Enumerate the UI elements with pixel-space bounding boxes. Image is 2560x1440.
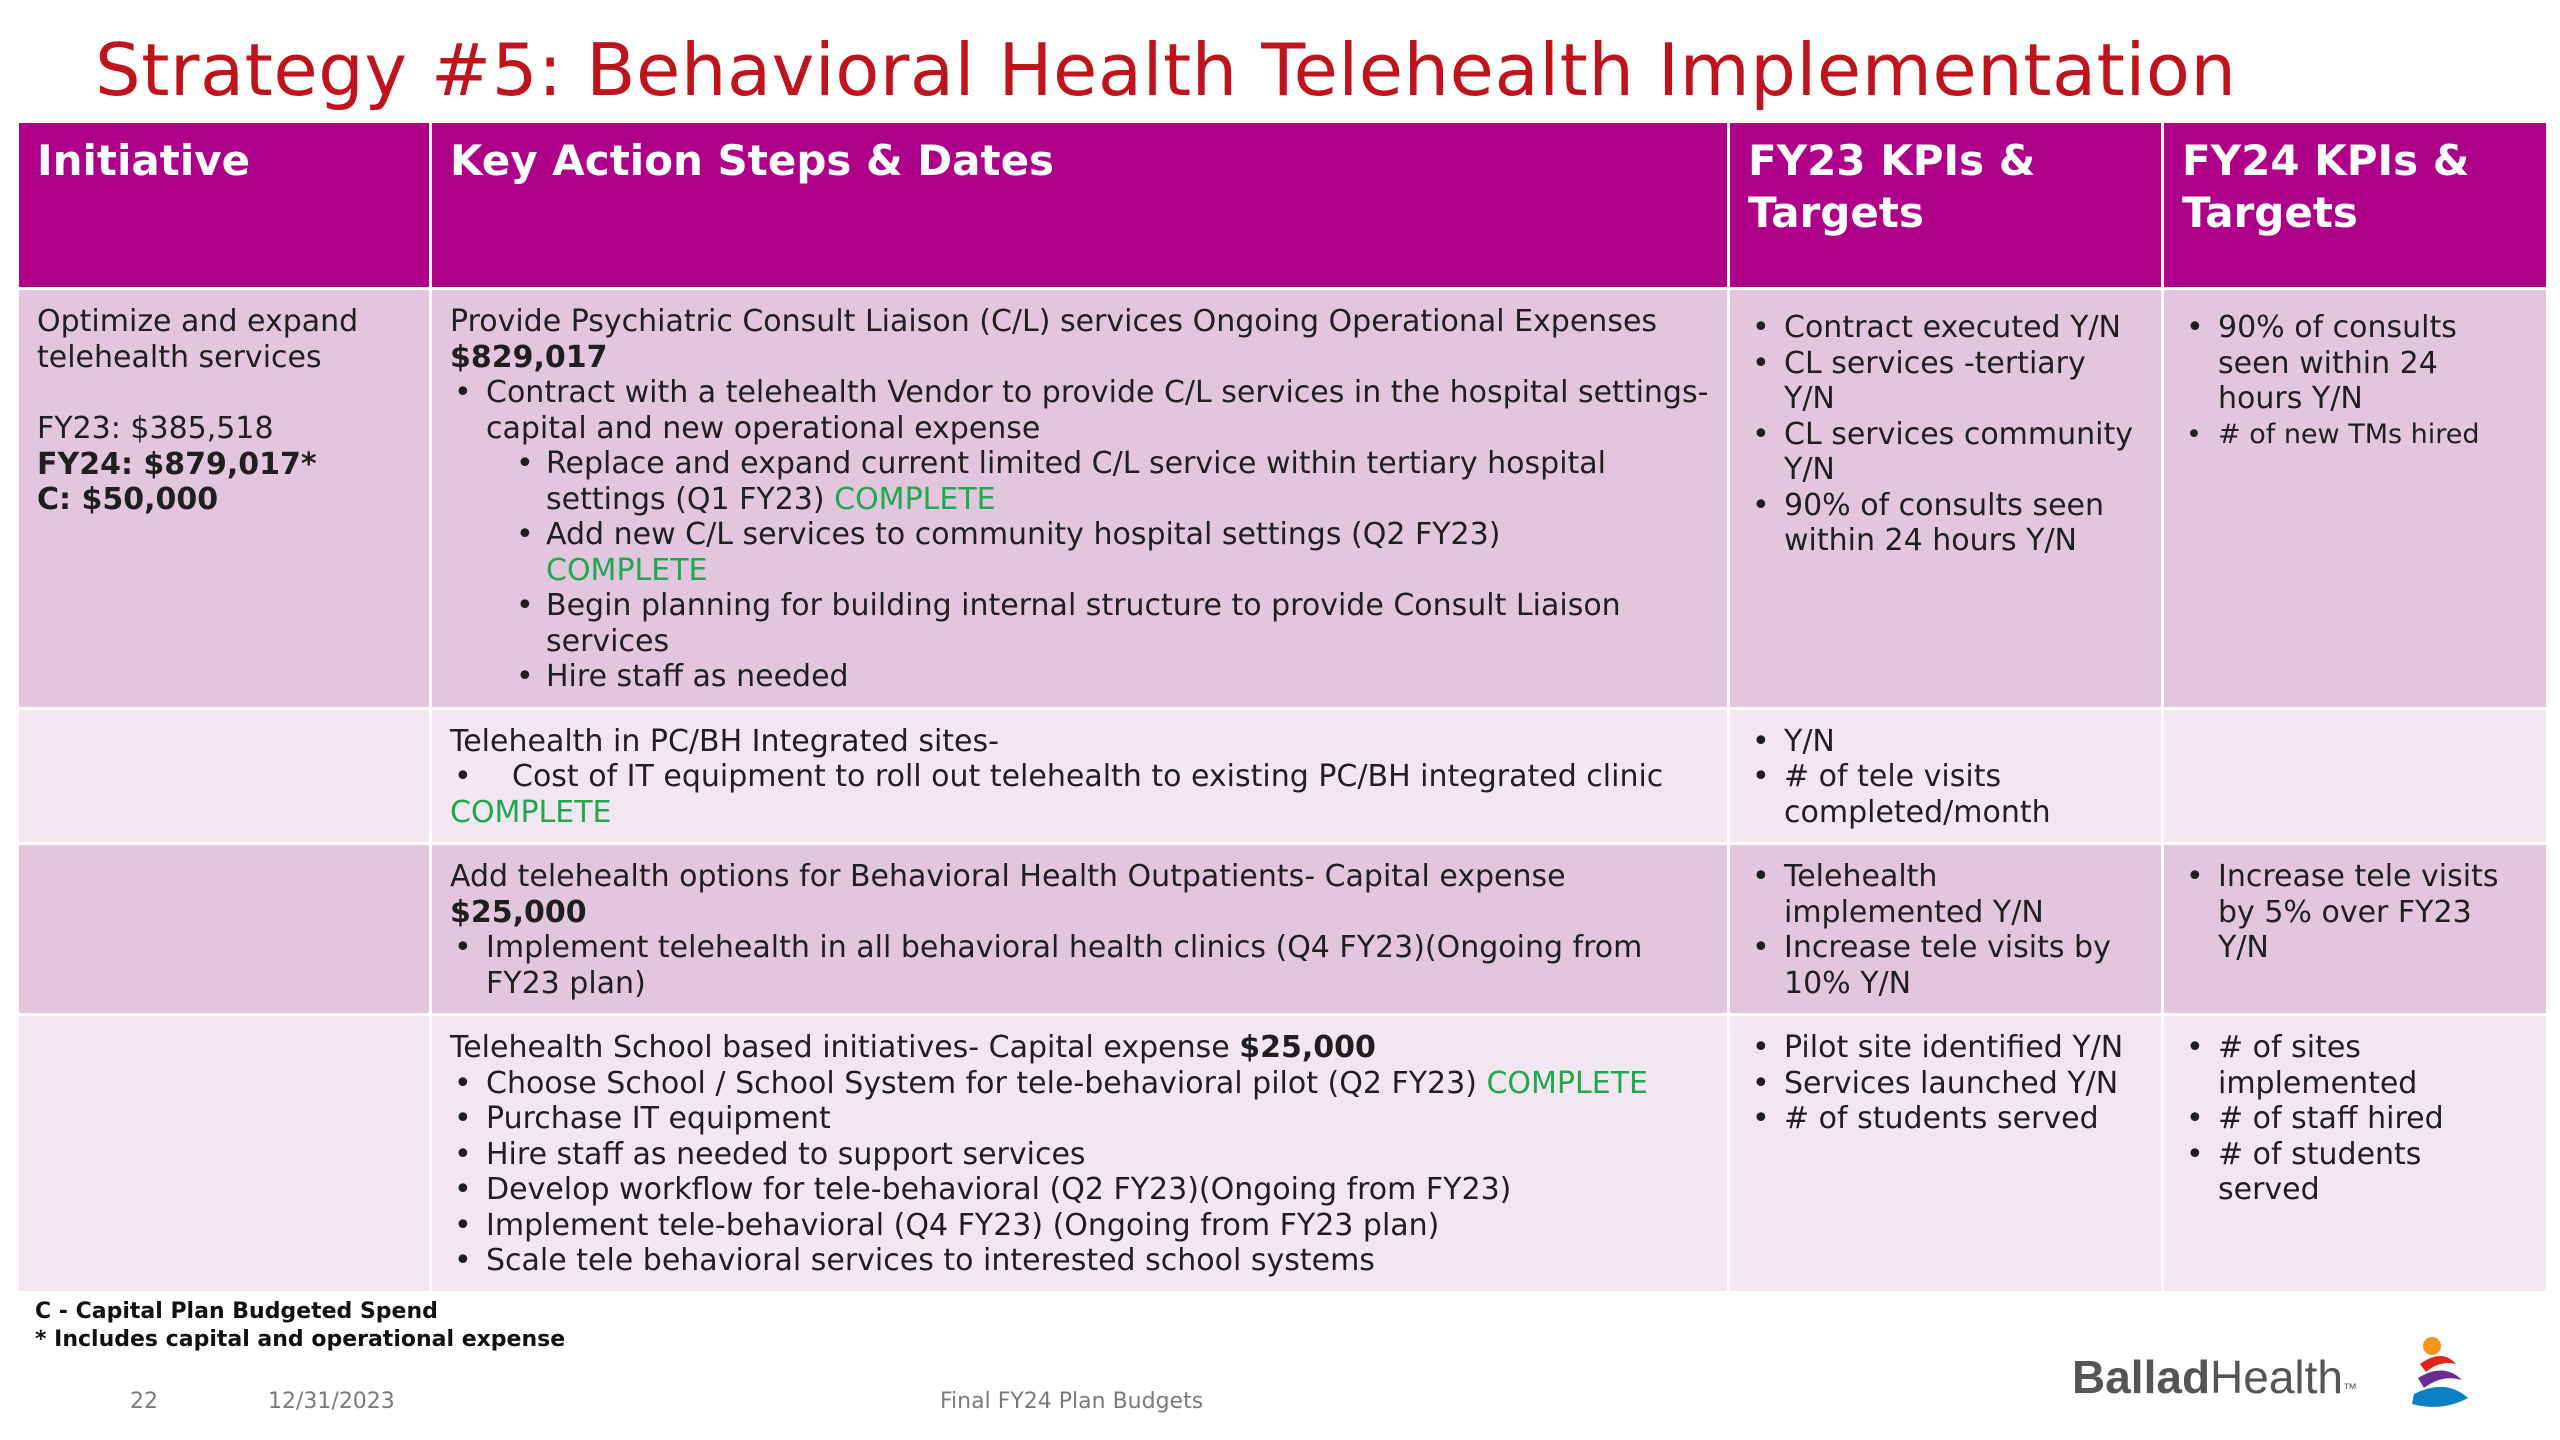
action-bullet: • Implement tele-behavioral (Q4 FY23) (Ongoing from FY23 plan) — [450, 1208, 1711, 1244]
kpi-item: • 90% of consults seen within 24 hours Y/N — [2182, 310, 2530, 417]
kpi-item: • Pilot site identified Y/N — [1748, 1030, 2145, 1066]
page-number: 22 — [130, 1389, 158, 1414]
action-heading: Telehealth in PC/BH Integrated sites- — [450, 723, 999, 759]
fy23-kpi-cell — [1729, 289, 2163, 709]
action-bullet-text: Implement telehealth in all behavioral health clinics (Q4 FY23)(Ongoing from FY23 plan) — [486, 930, 1643, 1001]
table-row — [18, 289, 2548, 709]
status-complete: COMPLETE — [546, 552, 708, 588]
fy24-kpi-cell — [2163, 1015, 2548, 1293]
actions-cell — [431, 1015, 1729, 1293]
fy23-kpi-cell — [1729, 844, 2163, 1015]
action-sub-bullet — [512, 446, 1711, 517]
action-sub-bullet — [512, 517, 1711, 588]
kpi-item: • Increase tele visits by 10% Y/N — [1748, 930, 2145, 1001]
action-bullet-text: Cost of IT equipment to roll out telehealth to existing PC/BH integrated clinic — [512, 759, 1664, 794]
kpi-item: • Telehealth implemented Y/N — [1748, 859, 2145, 930]
initiative-cell — [18, 1015, 431, 1293]
kpi-item: • # of staff hired — [2182, 1101, 2530, 1137]
action-amount: $25,000 — [1239, 1030, 1376, 1065]
table-row — [18, 1015, 2548, 1293]
header-fy24 — [2163, 122, 2548, 289]
header-actions: Key Action Steps & Dates — [431, 122, 1729, 289]
header-fy23-line1: FY23 KPIs & — [1748, 136, 2036, 185]
header-fy23 — [1729, 122, 2163, 289]
kpi-item: • CL services -tertiary Y/N — [1748, 346, 2145, 417]
kpi-item: • # of students served — [1748, 1101, 2145, 1137]
header-fy24-line1: FY24 KPIs & — [2182, 136, 2470, 185]
action-bullet-text: Contract with a telehealth Vendor to provide C/L services in the hospital settings- capital and new operational expense — [486, 375, 1709, 446]
footer-document-title: Final FY24 Plan Budgets — [940, 1389, 1204, 1414]
strategy-table — [16, 120, 2549, 1294]
kpi-item: • Services launched Y/N — [1748, 1066, 2145, 1102]
initiative-line2: telehealth services — [37, 339, 322, 375]
actions-cell — [431, 708, 1729, 844]
header-initiative: Initiative — [18, 122, 431, 289]
page-title: Strategy #5: Behavioral Health Telehealth Implementation — [95, 28, 2237, 112]
action-bullet — [450, 375, 1711, 446]
status-complete: COMPLETE — [450, 794, 612, 830]
logo-mark-icon — [2390, 1334, 2470, 1414]
action-bullet — [450, 1066, 1711, 1102]
fy24-kpi-cell — [2163, 708, 2548, 844]
kpi-item: • # of sites implemented — [2182, 1030, 2530, 1101]
action-bullet: • Purchase IT equipment — [450, 1101, 1711, 1137]
action-amount: $829,017 — [450, 339, 608, 375]
action-heading-text: Telehealth School based initiatives- Capital expense — [450, 1030, 1230, 1065]
action-heading: Provide Psychiatric Consult Liaison (C/L) services Ongoing Operational Expenses — [450, 304, 1658, 339]
action-bullet: • Develop workflow for tele-behavioral (Q2 FY23)(Ongoing from FY23) — [450, 1172, 1711, 1208]
action-sub-bullet — [512, 588, 1711, 659]
initiative-cell — [18, 844, 431, 1015]
logo-tm: ™ — [2343, 1380, 2358, 1396]
fy24-kpi-cell — [2163, 289, 2548, 709]
kpi-item: • # of students served — [2182, 1137, 2530, 1208]
action-sub-text: Hire staff as needed — [546, 659, 849, 694]
initiative-capital-budget: C: $50,000 — [37, 482, 219, 517]
footnote-asterisk: * Includes capital and operational expense — [35, 1327, 566, 1352]
action-bullet: • Scale tele behavioral services to interested school systems — [450, 1243, 1711, 1279]
logo-text-regular: Health — [2210, 1351, 2344, 1403]
table-row — [18, 844, 2548, 1015]
footnotes — [35, 1298, 565, 1354]
fy24-kpi-cell — [2163, 844, 2548, 1015]
action-sub-text: Replace and expand current limited C/L service within tertiary hospital settings (Q1 FY23) — [546, 446, 1607, 517]
action-heading — [450, 859, 1711, 930]
kpi-item: • # of new TMs hired — [2182, 417, 2530, 453]
header-fy24-line2: Targets — [2182, 188, 2358, 237]
action-sub-bullet — [512, 659, 1711, 695]
footer-date: 12/31/2023 — [268, 1389, 395, 1414]
status-complete: COMPLETE — [834, 481, 996, 517]
actions-cell — [431, 844, 1729, 1015]
initiative-fy23-budget: FY23: $385,518 — [37, 411, 274, 446]
action-bullet — [450, 759, 1711, 795]
footnote-capital: C - Capital Plan Budgeted Spend — [35, 1299, 438, 1324]
action-amount: $25,000 — [450, 894, 587, 930]
action-heading — [450, 1030, 1711, 1066]
kpi-item: • 90% of consults seen within 24 hours Y/N — [1748, 488, 2145, 559]
kpi-item: • Contract executed Y/N — [1748, 310, 2145, 346]
action-sub-text: Begin planning for building internal structure to provide Consult Liaison services — [546, 588, 1621, 659]
fy23-kpi-cell — [1729, 708, 2163, 844]
status-complete: COMPLETE — [1486, 1065, 1648, 1101]
kpi-item: • Increase tele visits by 5% over FY23 Y/N — [2182, 859, 2530, 966]
initiative-fy24-budget: FY24: $879,017* — [37, 446, 317, 482]
actions-cell — [431, 289, 1729, 709]
table-header-row — [18, 122, 2548, 289]
kpi-item: • # of tele visits completed/month — [1748, 759, 2145, 830]
kpi-item: • Y/N — [1748, 724, 2145, 760]
initiative-cell — [18, 289, 431, 709]
fy23-kpi-cell — [1729, 1015, 2163, 1293]
ballad-health-logo — [2072, 1338, 2472, 1418]
logo-text-bold: Ballad — [2072, 1351, 2211, 1403]
initiative-cell — [18, 708, 431, 844]
header-fy23-line2: Targets — [1748, 188, 1924, 237]
action-sub-text: Add new C/L services to community hospital settings (Q2 FY23) — [546, 517, 1501, 552]
kpi-item: • CL services community Y/N — [1748, 417, 2145, 488]
action-bullet: • Hire staff as needed to support services — [450, 1137, 1711, 1173]
action-bullet — [450, 930, 1711, 1001]
action-bullet-text: Choose School / School System for tele-behavioral pilot (Q2 FY23) — [486, 1065, 1477, 1101]
table-row — [18, 708, 2548, 844]
initiative-line1: Optimize and expand — [37, 304, 359, 339]
action-heading-text: Add telehealth options for Behavioral Health Outpatients- Capital expense — [450, 859, 1566, 894]
